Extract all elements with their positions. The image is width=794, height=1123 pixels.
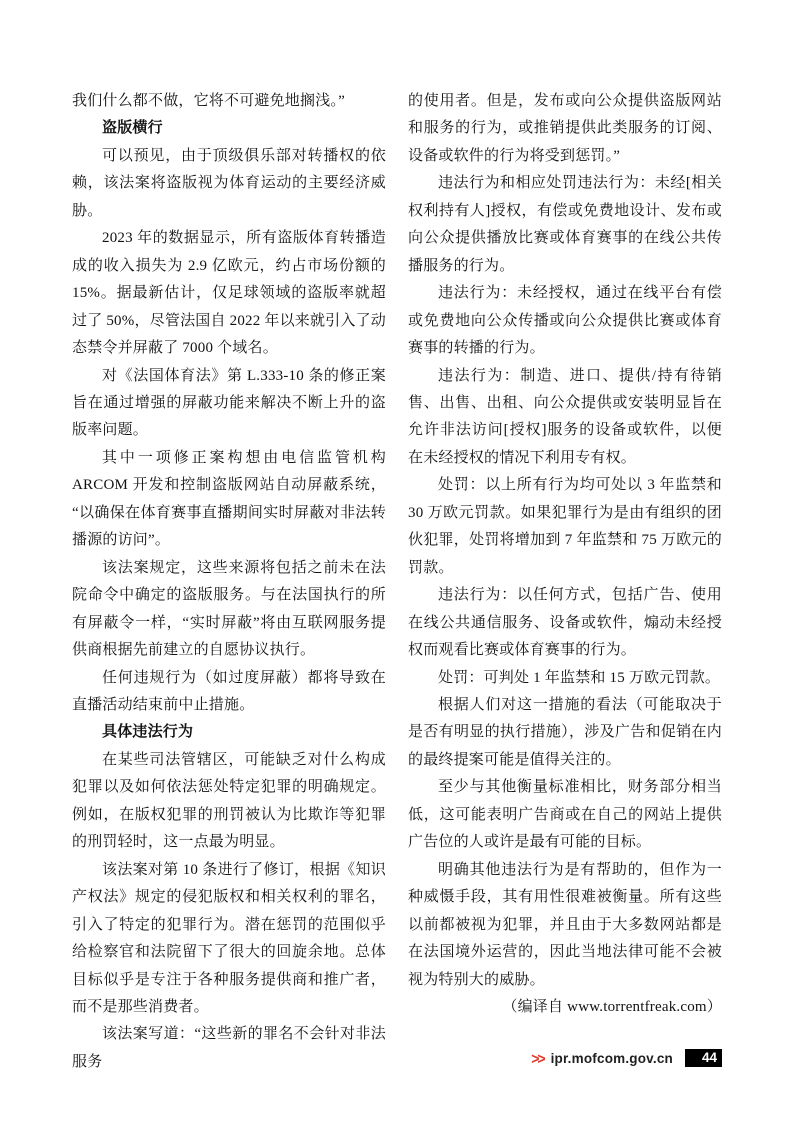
paragraph: 违法行为和相应处罚违法行为：未经[相关权利持有人]授权，有偿或免费地设计、发布或向公众提供播放比赛或体育赛事的在线公共传播服务的行为。	[408, 175, 722, 274]
left-column	[72, 88, 386, 1076]
paragraph: 对《法国体育法》第 L.333-10 条的修正案旨在通过增强的屏蔽功能来解决不断上升的盗版率问题。	[72, 367, 386, 439]
section-heading: 具体违法行为	[102, 724, 194, 741]
paragraph: 该法案规定，这些来源将包括之前未在法院命令中确定的盗版服务。与在法国执行的所有屏蔽令一样，“实时屏蔽”将由互联网服务提供商根据先前建立的自愿协议执行。	[72, 559, 386, 659]
source-credit: （编译自 www.torrentfreak.com）	[502, 998, 722, 1015]
paragraph: 可以预见，由于顶级俱乐部对转播权的依赖，该法案将盗版视为体育运动的主要经济威胁。	[72, 147, 386, 219]
paragraph: 的使用者。但是，发布或向公众提供盗版网站和服务的行为，或推销提供此类服务的订阅、设备或软件的行为将受到惩罚。”	[408, 93, 722, 164]
page-footer	[531, 1049, 722, 1067]
paragraph: 违法行为：以任何方式，包括广告、使用在线公共通信服务、设备或软件，煽动未经授权而观看比赛或体育赛事的行为。	[408, 587, 722, 659]
double-chevron-icon: >>	[531, 1048, 544, 1068]
paragraph: 该法案写道：“这些新的罪名不会针对非法服务	[72, 1026, 386, 1070]
paragraph: 至少与其他衡量标准相比，财务部分相当低，这可能表明广告商或在自己的网站上提供广告位的人或许是最有可能的目标。	[408, 779, 722, 851]
paragraph: 明确其他违法行为是有帮助的，但作为一种威慑手段，其有用性很难被衡量。所有这些以前都被视为犯罪，并且由于大多数网站都是在法国境外运营的，因此当地法律可能不会被视为特别大的威胁。	[408, 861, 722, 988]
paragraph: 该法案对第 10 条进行了修订，根据《知识产权法》规定的侵犯版权和相关权利的罪名，引入了特定的犯罪行为。潜在惩罚的范围似乎给检察官和法院留下了很大的回旋余地。总体目标似乎是专注于各种服务提供商和推广者，而不是那些消费者。	[72, 861, 386, 1015]
paragraph: 违法行为：未经授权，通过在线平台有偿或免费地向公众传播或向公众提供比赛或体育赛事的转播的行为。	[408, 285, 722, 357]
paragraph: 任何违规行为（如过度屏蔽）都将导致在直播活动结束前中止措施。	[72, 669, 386, 713]
paragraph: 我们什么都不做，它将不可避免地搁浅。”	[72, 93, 345, 109]
paragraph: 2023 年的数据显示，所有盗版体育转播造成的收入损失为 2.9 亿欧元，约占市场份额的 15%。据最新估计，仅足球领域的盗版率就超过了 50%，尽管法国自 2022 年以来就引入了动态禁令并屏蔽了 7000 个域名。	[72, 230, 386, 357]
paragraph: 在某些司法管辖区，可能缺乏对什么构成犯罪以及如何依法惩处特定犯罪的明确规定。例如，在版权犯罪的刑罚被认为比欺诈等犯罪的刑罚轻时，这一点最为明显。	[72, 751, 386, 851]
right-column	[408, 88, 722, 1021]
paragraph: 处罚：以上所有行为均可处以 3 年监禁和 30 万欧元罚款。如果犯罪行为是由有组织的团伙犯罪，处罚将增加到 7 年监禁和 75 万欧元的罚款。	[408, 477, 722, 576]
section-heading: 盗版横行	[102, 120, 163, 137]
page-number-badge: 44	[685, 1049, 722, 1067]
paragraph: 违法行为：制造、进口、提供/持有待销售、出售、出租、向公众提供或安装明显旨在允许非法访问[授权]服务的设备或软件，以便在未经授权的情况下利用专有权。	[408, 367, 722, 466]
paragraph: 其中一项修正案构想由电信监管机构 ARCOM 开发和控制盗版网站自动屏蔽系统，“以确保在体育赛事直播期间实时屏蔽对非法转播源的访问”。	[72, 449, 386, 549]
footer-site-url: ipr.mofcom.gov.cn	[550, 1050, 673, 1066]
paragraph: 根据人们对这一措施的看法（可能取决于是否有明显的执行措施），涉及广告和促销在内的最终提案可能是值得关注的。	[408, 696, 722, 768]
paragraph: 处罚：可判处 1 年监禁和 15 万欧元罚款。	[438, 669, 721, 686]
